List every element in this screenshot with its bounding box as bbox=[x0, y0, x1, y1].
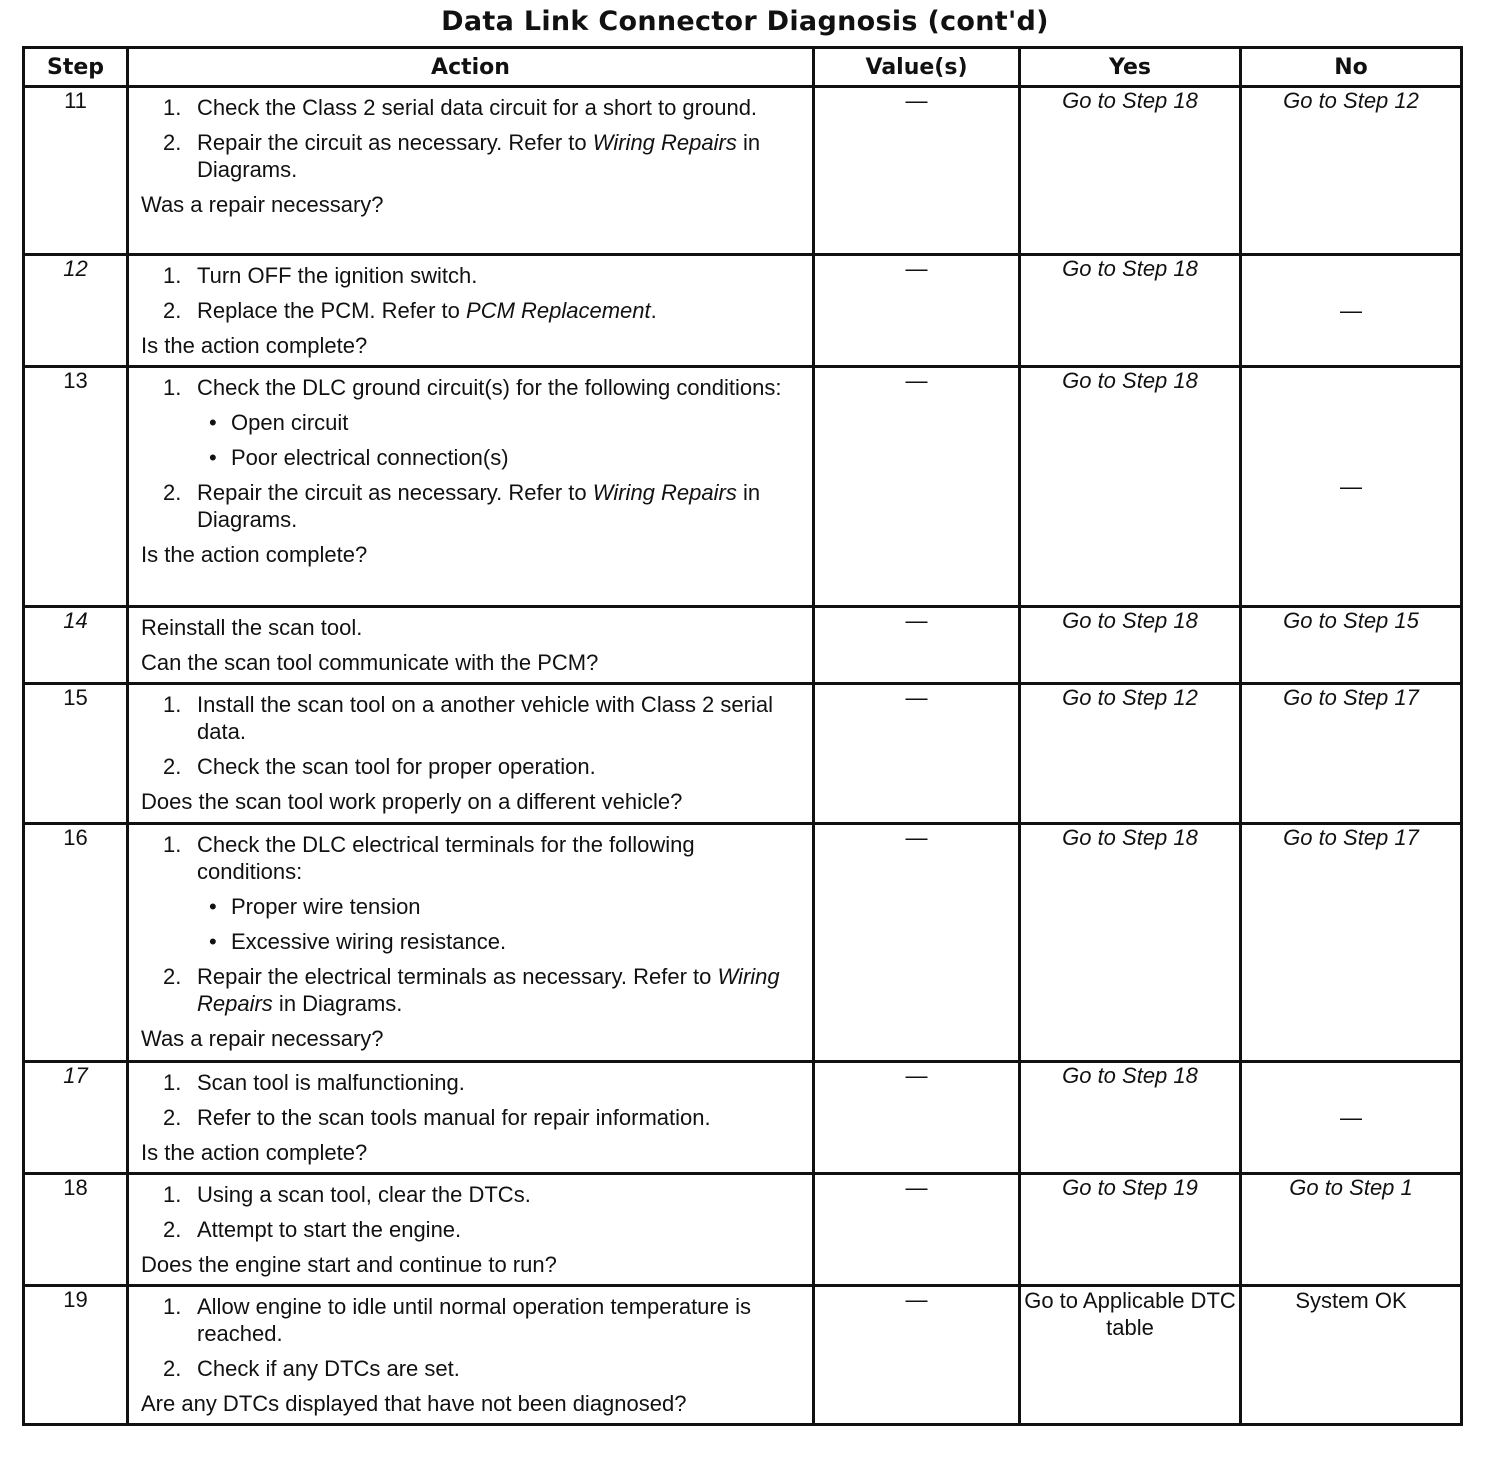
value-cell: — bbox=[814, 367, 1020, 607]
action-question: Was a repair necessary? bbox=[141, 192, 384, 217]
step-number: 12 bbox=[24, 255, 128, 367]
step-number: 18 bbox=[24, 1174, 128, 1286]
action-question: Are any DTCs displayed that have not been diagnosed? bbox=[141, 1391, 687, 1416]
diagnosis-table bbox=[22, 46, 1463, 1426]
item-number: 2. bbox=[163, 754, 182, 779]
value-cell: — bbox=[814, 1062, 1020, 1174]
action-question: Does the scan tool work properly on a different vehicle? bbox=[141, 789, 683, 814]
value-cell: — bbox=[814, 607, 1020, 684]
bullet-text: Open circuit bbox=[231, 410, 349, 435]
item-text: Install the scan tool on a another vehicle with Class 2 serial data. bbox=[197, 692, 773, 744]
item-number: 1. bbox=[163, 263, 182, 288]
item-number: 1. bbox=[163, 692, 182, 717]
action-text: Reinstall the scan tool. bbox=[141, 615, 363, 640]
yes-cell: Go to Step 12 bbox=[1020, 684, 1241, 824]
action-cell bbox=[128, 255, 814, 367]
item-text: Turn OFF the ignition switch. bbox=[197, 263, 478, 288]
item-number: 1. bbox=[163, 832, 182, 857]
item-text: Check the scan tool for proper operation. bbox=[197, 754, 596, 779]
item-text: Refer to the scan tools manual for repair information. bbox=[197, 1105, 711, 1130]
bullet-icon: • bbox=[209, 929, 217, 954]
yes-cell: Go to Step 18 bbox=[1020, 607, 1241, 684]
table-row bbox=[24, 607, 1462, 684]
bullet-icon: • bbox=[209, 445, 217, 470]
item-number: 2. bbox=[163, 964, 182, 989]
table-row bbox=[24, 255, 1462, 367]
action-question: Was a repair necessary? bbox=[141, 1026, 384, 1051]
item-text: Replace the PCM. Refer to PCM Replacement. bbox=[197, 298, 657, 323]
header-step: Step bbox=[24, 48, 128, 87]
yes-cell: Go to Step 19 bbox=[1020, 1174, 1241, 1286]
yes-cell: Go to Step 18 bbox=[1020, 87, 1241, 255]
item-text: Attempt to start the engine. bbox=[197, 1217, 462, 1242]
yes-cell: Go to Step 18 bbox=[1020, 255, 1241, 367]
step-number: 11 bbox=[24, 87, 128, 255]
action-cell bbox=[128, 1062, 814, 1174]
step-number: 19 bbox=[24, 1286, 128, 1425]
bullet-text: Excessive wiring resistance. bbox=[231, 929, 507, 954]
table-row bbox=[24, 684, 1462, 824]
yes-cell: Go to Step 18 bbox=[1020, 824, 1241, 1062]
step-number: 15 bbox=[24, 684, 128, 824]
value-cell: — bbox=[814, 1286, 1020, 1425]
action-question: Is the action complete? bbox=[141, 542, 368, 567]
bullet-icon: • bbox=[209, 410, 217, 435]
step-number: 17 bbox=[24, 1062, 128, 1174]
item-text: Repair the circuit as necessary. Refer to Wiring Repairs in Diagrams. bbox=[197, 130, 761, 182]
item-text: Repair the circuit as necessary. Refer to Wiring Repairs in Diagrams. bbox=[197, 480, 761, 532]
header-no: No bbox=[1241, 48, 1462, 87]
header-values: Value(s) bbox=[814, 48, 1020, 87]
no-cell: Go to Step 12 bbox=[1241, 87, 1462, 255]
item-text: Scan tool is malfunctioning. bbox=[197, 1070, 465, 1095]
item-text: Check the DLC electrical terminals for the following conditions: bbox=[197, 832, 695, 884]
item-text: Allow engine to idle until normal operation temperature is reached. bbox=[197, 1294, 751, 1346]
item-text: Check the Class 2 serial data circuit for a short to ground. bbox=[197, 95, 758, 120]
no-cell: — bbox=[1241, 367, 1462, 607]
no-cell: — bbox=[1241, 255, 1462, 367]
header-row bbox=[24, 48, 1462, 87]
no-cell: — bbox=[1241, 1062, 1462, 1174]
action-cell bbox=[128, 684, 814, 824]
item-number: 2. bbox=[163, 130, 182, 155]
table-row bbox=[24, 1286, 1462, 1425]
table-row bbox=[24, 87, 1462, 255]
item-number: 1. bbox=[163, 375, 182, 400]
action-cell bbox=[128, 824, 814, 1062]
no-cell: Go to Step 1 bbox=[1241, 1174, 1462, 1286]
yes-cell: Go to Step 18 bbox=[1020, 367, 1241, 607]
yes-cell: Go to Applicable DTC table bbox=[1020, 1286, 1241, 1425]
item-number: 2. bbox=[163, 480, 182, 505]
yes-cell: Go to Step 18 bbox=[1020, 1062, 1241, 1174]
item-number: 2. bbox=[163, 298, 182, 323]
step-number: 13 bbox=[24, 367, 128, 607]
value-cell: — bbox=[814, 824, 1020, 1062]
action-cell bbox=[128, 87, 814, 255]
action-cell bbox=[128, 607, 814, 684]
step-number: 16 bbox=[24, 824, 128, 1062]
action-question: Can the scan tool communicate with the PCM? bbox=[141, 650, 599, 675]
no-cell: System OK bbox=[1241, 1286, 1462, 1425]
item-number: 1. bbox=[163, 1294, 182, 1319]
item-number: 1. bbox=[163, 1070, 182, 1095]
table-row bbox=[24, 1062, 1462, 1174]
action-cell bbox=[128, 1286, 814, 1425]
bullet-text: Proper wire tension bbox=[231, 894, 421, 919]
action-question: Does the engine start and continue to run? bbox=[141, 1252, 557, 1277]
action-question: Is the action complete? bbox=[141, 1140, 368, 1165]
item-number: 1. bbox=[163, 1182, 182, 1207]
value-cell: — bbox=[814, 87, 1020, 255]
header-yes: Yes bbox=[1020, 48, 1241, 87]
item-text: Check if any DTCs are set. bbox=[197, 1356, 460, 1381]
value-cell: — bbox=[814, 684, 1020, 824]
no-cell: Go to Step 17 bbox=[1241, 684, 1462, 824]
value-cell: — bbox=[814, 255, 1020, 367]
no-cell: Go to Step 15 bbox=[1241, 607, 1462, 684]
bullet-text: Poor electrical connection(s) bbox=[231, 445, 509, 470]
item-text: Check the DLC ground circuit(s) for the following conditions: bbox=[197, 375, 782, 400]
item-text: Repair the electrical terminals as necessary. Refer to Wiring Repairs in Diagrams. bbox=[197, 964, 780, 1016]
step-number: 14 bbox=[24, 607, 128, 684]
item-text: Using a scan tool, clear the DTCs. bbox=[197, 1182, 531, 1207]
item-number: 2. bbox=[163, 1105, 182, 1130]
action-cell bbox=[128, 1174, 814, 1286]
no-cell: Go to Step 17 bbox=[1241, 824, 1462, 1062]
item-number: 2. bbox=[163, 1217, 182, 1242]
table-row bbox=[24, 1174, 1462, 1286]
item-number: 2. bbox=[163, 1356, 182, 1381]
table-row bbox=[24, 367, 1462, 607]
action-question: Is the action complete? bbox=[141, 333, 368, 358]
table-row bbox=[24, 824, 1462, 1062]
bullet-icon: • bbox=[209, 894, 217, 919]
page-title: Data Link Connector Diagnosis (cont'd) bbox=[441, 6, 1049, 37]
value-cell: — bbox=[814, 1174, 1020, 1286]
header-action: Action bbox=[128, 48, 814, 87]
item-number: 1. bbox=[163, 95, 182, 120]
action-cell bbox=[128, 367, 814, 607]
